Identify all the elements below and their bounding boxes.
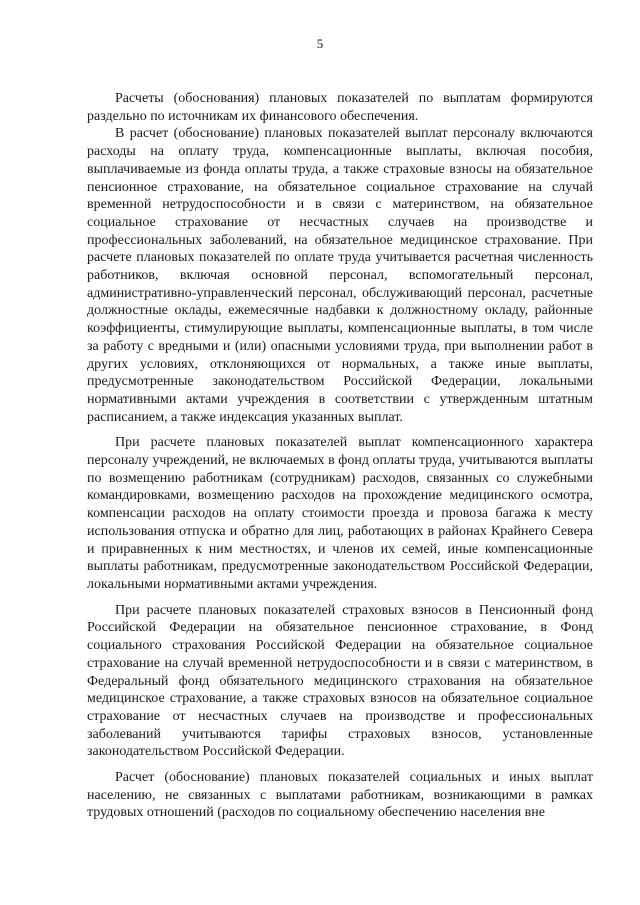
paragraph-personnel-payments: В расчет (обоснование) плановых показателей выплат персоналу включаются расходы на оплату труда, компенсационные выплаты, включая пособия, выплачиваемые из фонда оплаты труда, а также страховые взносы на обязательное пенсионное страхование, на обязательное социальное страхование на случай временной нетрудоспособности и в связи с материнством, на обязательное социальное страхование от несчастных случаев на производстве и профессиональных заболеваний, на обязательное медицинское страхование. При расчете плановых показателей по оплате труда учитывается расчетная численность работников, включая основной персонал, вспомогательный персонал, административно-управленческий персонал, обслуживающий персонал, расчетные должностные оклады, ежемесячные надбавки к должностному окладу, районные коэффициенты, стимулирующие выплаты, компенсационные выплаты, в том числе за работу с вредными и (или) опасными условиями труда, при выполнении работ в других условиях, отклоняющихся от нормальных, а также иные выплаты, предусмотренные законодательством Российской Федерации, локальными нормативными актами учреждения в соответствии с утвержденным штатным расписанием, а также индексация указанных выплат. [87,126,593,425]
document-body [87,90,593,822]
paragraph-social-payments: Расчет (обоснование) плановых показателей социальных и иных выплат населению, не связанных с выплатами работникам, возникающими в рамках трудовых отношений (расходов по социальному обеспечению населения вне [87,770,593,821]
paragraph-compensation-payments: При расчете плановых показателей выплат компенсационного характера персоналу учреждений, не включаемых в фонд оплаты труда, учитываются выплаты по возмещению работникам (сотрудникам) расходов, связанных со служебными командировками, возмещению расходов на прохождение медицинского осмотра, компенсации расходов на оплату стоимости проезда и провоза багажа к месту использования отпуска и обратно для лиц, работающих в районах Крайнего Севера и приравненных к ним местностях, и членов их семей, иные компенсационные выплаты работникам, предусмотренные законодательством Российской Федерации, локальными нормативными актами учреждения. [87,435,593,592]
page-number: 5 [316,36,324,51]
paragraph-calculations-by-source: Расчеты (обоснования) плановых показателей по выплатам формируются раздельно по источникам их финансового обеспечения. [87,91,593,124]
paragraph-insurance-contributions: При расчете плановых показателей страховых взносов в Пенсионный фонд Российской Федерации на обязательное пенсионное страхование, в Фонд социального страхования Российской Федерации на обязательное социальное страхование на случай временной нетрудоспособности и в связи с материнством, в Федеральный фонд обязательного медицинского страхования на обязательное медицинское страхование, а также страховых взносов на обязательное социальное страхование от несчастных случаев на производстве и профессиональных заболеваний учитываются тарифы страховых взносов, установленные законодательством Российской Федерации. [87,602,593,760]
